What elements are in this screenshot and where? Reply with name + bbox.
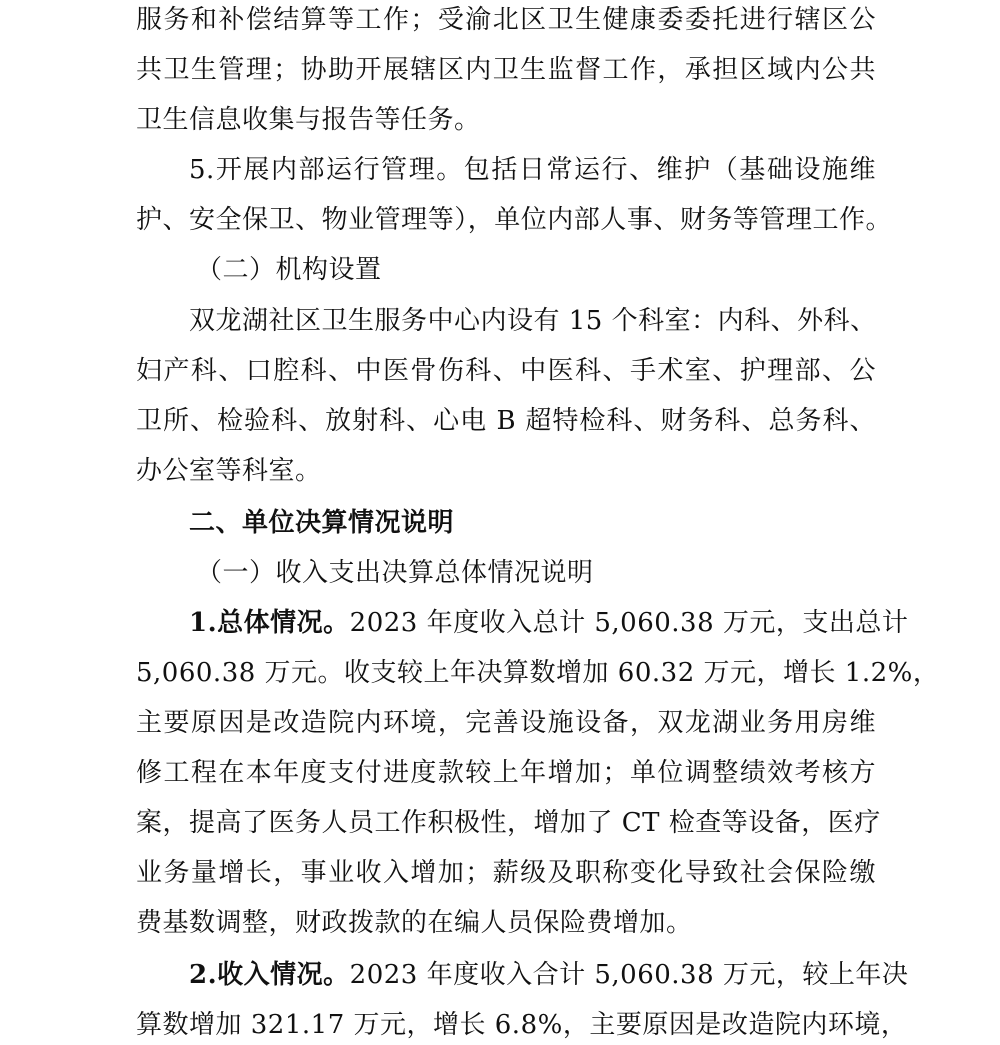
org-line-2: 妇产科、口腔科、中医骨伤科、中医科、手术室、护理部、公 xyxy=(136,356,876,386)
overall-line-6: 业务量增长，事业收入增加；薪级及职称变化导致社会保险缴 xyxy=(136,858,876,888)
org-line-3: 卫所、检验科、放射科、心电 B 超特检科、财务科、总务科、 xyxy=(136,406,876,436)
income-line-1 xyxy=(189,955,909,995)
section-two-heading: 二、单位决算情况说明 xyxy=(189,508,455,538)
section-org-heading: （二）机构设置 xyxy=(196,255,382,285)
intro-line-2: 共卫生管理；协助开展辖区内卫生监督工作，承担区域内公共 xyxy=(136,55,876,85)
overall-lead: 1.总体情况。 xyxy=(189,608,350,638)
overall-line-7: 费基数调整，财政拨款的在编人员保险费增加。 xyxy=(136,908,693,938)
item5-line-2: 护、安全保卫、物业管理等），单位内部人事、财务等管理工作。 xyxy=(136,205,892,235)
org-line-1: 双龙湖社区卫生服务中心内设有 15 个科室：内科、外科、 xyxy=(189,306,877,336)
income-line-2: 算数增加 321.17 万元，增长 6.8%，主要原因是改造院内环境， xyxy=(136,1010,908,1040)
section-two-subheading: （一）收入支出决算总体情况说明 xyxy=(196,558,594,588)
overall-line-3: 主要原因是改造院内环境，完善设施设备，双龙湖业务用房维 xyxy=(136,708,876,738)
income-lead: 2.收入情况。 xyxy=(189,960,350,990)
intro-line-1: 服务和补偿结算等工作；受渝北区卫生健康委委托进行辖区公 xyxy=(136,5,876,35)
overall-first-line-rest: 2023 年度收入总计 5,060.38 万元，支出总计 xyxy=(349,608,909,638)
org-line-4: 办公室等科室。 xyxy=(136,456,322,486)
intro-line-3: 卫生信息收集与报告等任务。 xyxy=(136,105,481,135)
income-first-line-rest: 2023 年度收入合计 5,060.38 万元，较上年决 xyxy=(349,960,909,990)
item5-line-1: 5.开展内部运行管理。包括日常运行、维护（基础设施维 xyxy=(189,155,876,185)
overall-line-5: 案，提高了医务人员工作积极性，增加了 CT 检查等设备，医疗 xyxy=(136,808,881,838)
overall-line-1 xyxy=(189,603,909,643)
overall-line-4: 修工程在本年度支付进度款较上年增加；单位调整绩效考核方 xyxy=(136,758,876,788)
overall-line-2: 5,060.38 万元。收支较上年决算数增加 60.32 万元，增长 1.2%， xyxy=(136,658,940,688)
